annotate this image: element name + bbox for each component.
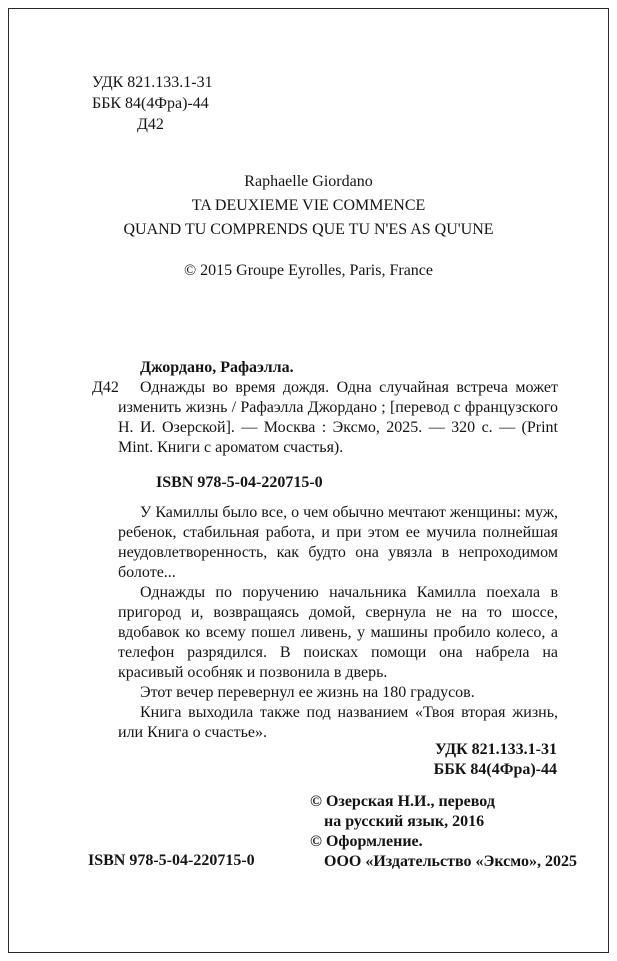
original-title-block [0, 170, 617, 242]
original-title-line1: TA DEUXIEME VIE COMMENCE [191, 197, 426, 214]
annotation-paragraph-4: Книга выходила также под названием «Твоя вторая жизнь, или Книга о счастье». [118, 704, 558, 741]
original-author: Raphaelle Giordano [244, 173, 373, 190]
bbk-code-bottom: ББК 84(4Фра)-44 [433, 761, 557, 778]
bbk-code-top: ББК 84(4Фра)-44 [92, 95, 209, 112]
original-title-line2: QUAND TU COMPRENDS QUE TU N'ES AS QU'UNE [123, 221, 494, 238]
udk-code-top: УДК 821.133.1-31 [92, 74, 213, 91]
catalog-card [92, 358, 558, 458]
design-copyright: © Оформление. [310, 833, 423, 850]
translation-copyright-line2: на русский язык, 2016 [324, 813, 485, 830]
copyright-credits-block [310, 792, 577, 872]
author-sign-catalog: Д42 [92, 379, 119, 396]
translation-copyright-line1: © Озерская Н.И., перевод [310, 793, 495, 810]
catalog-author-heading: Джордано, Рафаэлла. [140, 359, 294, 376]
isbn-catalog: ISBN 978-5-04-220715-0 [156, 474, 323, 491]
top-classification-codes [92, 72, 213, 135]
bottom-classification-codes [434, 740, 557, 780]
udk-code-bottom: УДК 821.133.1-31 [434, 741, 557, 758]
annotation-block [118, 503, 558, 743]
annotation-paragraph-1: У Камиллы было все, о чем обычно мечтают женщины: муж, ребенок, стабильная работа, и при этом ее мучила полнейшая неудовлетворенность, как будто она увязла в непроходимом болоте... [118, 504, 558, 581]
publisher-line: ООО «Издательство «Эксмо», 2025 [324, 853, 577, 870]
catalog-description: Однажды во время дождя. Одна случайная встреча может изменить жизнь / Рафаэлла Джордано ; [перевод с французского Н. И. Озерской]. — Москва : Эксмо, 2025. — 320 с. — (Print Mint. Книги с ароматом счастья). [118, 379, 558, 456]
annotation-paragraph-2: Однажды по поручению начальника Камилла поехала в пригород и, возвращаясь домой, свернула не на то шоссе, вдобавок ко всему пошел ливень, у машины пробило колесо, а телефон разрядился. В поисках помощи она набрела на красивый особняк и позвонила в дверь. [118, 584, 558, 681]
isbn-bottom: ISBN 978-5-04-220715-0 [88, 852, 255, 869]
annotation-paragraph-3: Этот вечер перевернул ее жизнь на 180 градусов. [140, 684, 475, 701]
original-copyright: © 2015 Groupe Eyrolles, Paris, France [184, 262, 433, 279]
author-sign-top: Д42 [137, 116, 164, 133]
